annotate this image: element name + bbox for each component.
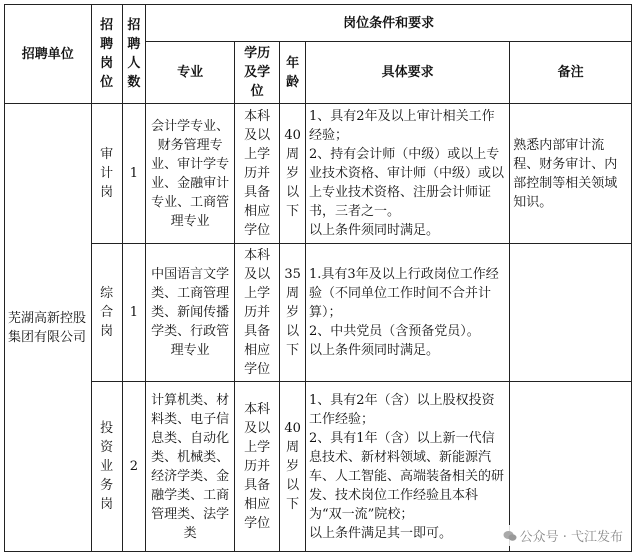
unit-name: 芜湖高新控股集团有限公司: [5, 104, 92, 552]
requirements-text: 1、具有2年及以上审计相关工作经验； 2、持有会计师（中级）或以上专业技术资格、审计师（中级）或以上专业技术资格、注册会计师证书，三者之一。 以上条件须同时满足。: [309, 109, 505, 238]
age-cell: 35周岁以下: [280, 244, 306, 382]
remarks-cell: [510, 244, 632, 382]
education-cell: 本科及以上学历并具备相应学位: [234, 104, 279, 244]
header-post: 招聘岗位: [91, 5, 122, 104]
header-remarks: 备注: [510, 42, 632, 104]
header-age: 年龄: [280, 42, 306, 104]
age-cell: 40周岁以下: [280, 104, 306, 244]
requirements-text: 1.具有3年及以上行政岗位工作经验（不同单位工作时间不合并计算）； 2、中共党员（含预备党员）。 以上条件须同时满足。: [309, 267, 499, 358]
requirements-cell: [306, 104, 510, 244]
table-row: [5, 104, 632, 244]
education-cell: 本科及以上学历并具备相应学位: [234, 244, 279, 382]
header-count: 招聘人数: [122, 5, 146, 104]
requirements-cell: [306, 244, 510, 382]
requirements-cell: [306, 382, 510, 552]
recruitment-table: [4, 4, 632, 552]
watermark: [500, 525, 626, 546]
age-cell: 40周岁以下: [280, 382, 306, 552]
header-unit: 招聘单位: [5, 5, 92, 104]
requirements-text: 1、具有2年（含）以上股权投资工作经验； 2、具有1年（含）以上新一代信息技术、新材料领域、新能源汽车、人工智能、高端装备相关的研发、技术岗位工作经验且本科为“双一流”院校； 以上条件满足其一即可。: [309, 392, 505, 541]
post-cell: 审计岗: [91, 104, 122, 244]
header-conditions: 岗位条件和要求: [146, 5, 632, 42]
post-cell: 投资业务岗: [91, 382, 122, 552]
post-cell: 综合岗: [91, 244, 122, 382]
major-cell: 会计学专业、财务管理专业、审计学专业、金融审计专业、工商管理专业: [146, 104, 235, 244]
header-education: 学历及学位: [234, 42, 279, 104]
count-cell: 1: [122, 244, 146, 382]
count-cell: 1: [122, 104, 146, 244]
header-major: 专业: [146, 42, 235, 104]
table-row: [5, 244, 632, 382]
education-cell: 本科及以上学历并具备相应学位: [234, 382, 279, 552]
remarks-cell: 熟悉内部审计流程、财务审计、内部控制等相关领域知识。: [510, 104, 632, 244]
wechat-icon: [503, 530, 517, 542]
count-cell: 2: [122, 382, 146, 552]
major-cell: 计算机类、材料类、电子信息类、自动化类、机械类、经济学类、金融学类、工商管理类、法学类: [146, 382, 235, 552]
watermark-text: 公众号 · 弋江发布: [519, 530, 623, 545]
major-cell: 中国语言文学类、工商管理类、新闻传播学类、行政管理专业: [146, 244, 235, 382]
header-requirements: 具体要求: [306, 42, 510, 104]
